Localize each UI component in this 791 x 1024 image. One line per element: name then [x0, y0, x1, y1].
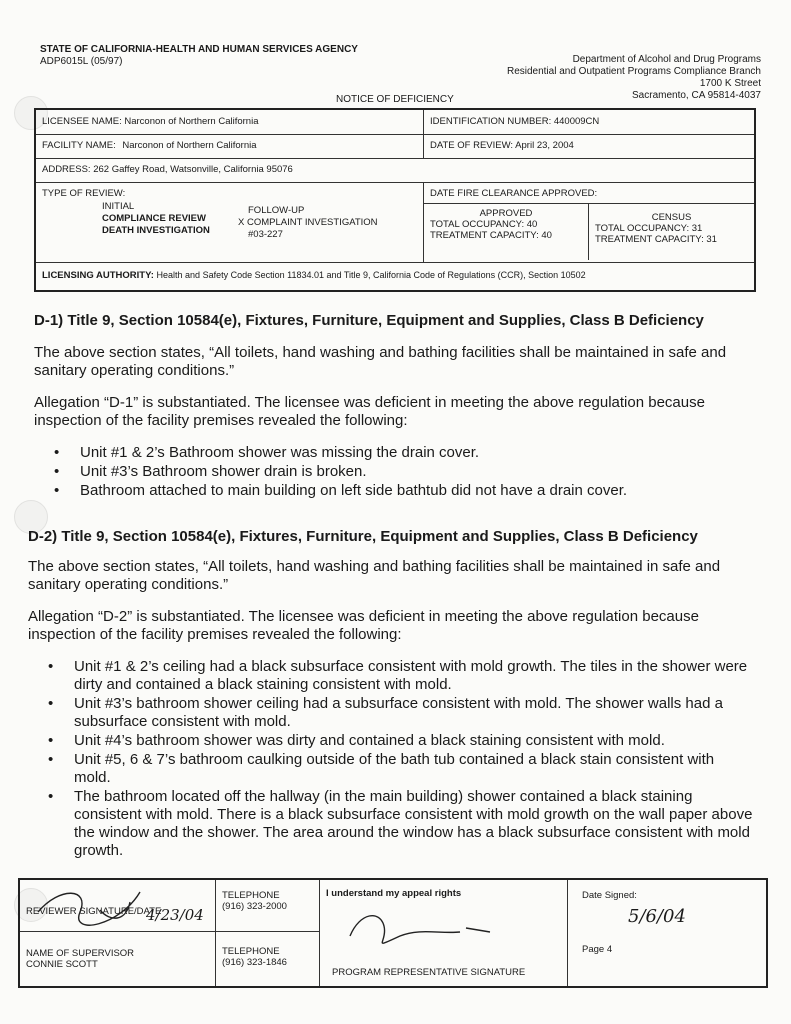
- form-row-licensee: [36, 110, 754, 135]
- d2-intro: The above section states, “All toilets, hand washing and bathing facilities shall be maintained in safe and sanitary operating conditions.”: [28, 558, 721, 593]
- review-type-followup: FOLLOW-UP: [248, 205, 305, 216]
- d2-bullet-list: [28, 658, 754, 860]
- reviewer-signature-label: REVIEWER SIGNATURE/DATE: [26, 906, 162, 917]
- form-row-authority: [36, 262, 754, 290]
- program-signature-scribble: [340, 906, 540, 956]
- d2-bullet-2: • Unit #3’s bathroom shower ceiling had a subsurface consistent with mold. The shower walls had a subsurface consistent with mold.: [74, 695, 754, 731]
- date-signed-value: 5/6/04: [628, 906, 686, 927]
- form-row-review-type: [36, 182, 754, 263]
- telephone-cell-2: [216, 932, 320, 986]
- authority-value: Health and Safety Code Section 11834.01 and Title 9, California Code of Regulations (CCR), Section 10502: [156, 270, 586, 280]
- dept-line-4: Sacramento, CA 95814-4037: [632, 90, 761, 101]
- notice-title: NOTICE OF DEFICIENCY: [336, 94, 454, 105]
- address-label: ADDRESS:: [42, 164, 91, 175]
- authority-cell: [36, 262, 754, 290]
- review-type-compliance: COMPLIANCE REVIEW: [102, 213, 206, 224]
- agency-name: STATE OF CALIFORNIA-HEALTH AND HUMAN SERVICES AGENCY: [40, 44, 358, 55]
- d2-allegation: Allegation “D-2” is substantiated. The licensee was deficient in meeting the above regulation because inspection of the facility premises revealed the following:: [28, 608, 699, 643]
- deficiency-d2: [28, 528, 754, 861]
- telephone-label-1: TELEPHONE: [222, 890, 280, 901]
- reviewer-signature-cell: [20, 880, 216, 932]
- review-type-death: DEATH INVESTIGATION: [102, 225, 210, 236]
- review-date-cell: [424, 134, 754, 158]
- d1-bullet-1: • Unit #1 & 2’s Bathroom shower was missing the drain cover.: [80, 444, 754, 462]
- telephone-value-2: (916) 323-1846: [222, 957, 287, 968]
- d2-heading: D-2) Title 9, Section 10584(e), Fixtures, Furniture, Equipment and Supplies, Class B Deficiency: [28, 528, 698, 545]
- form-id: ADP6015L (05/97): [40, 56, 123, 67]
- telephone-value-1: (916) 323-2000: [222, 901, 287, 912]
- facility-info-form: [34, 108, 756, 292]
- census-occupancy: TOTAL OCCUPANCY: 31: [595, 223, 703, 234]
- d2-bullet-3: • Unit #4’s bathroom shower was dirty and contained a black staining consistent with mold.: [74, 732, 754, 750]
- d2-bullet-4: • Unit #5, 6 & 7’s bathroom caulking outside of the bath tub contained a black stain consistent with mold.: [74, 751, 754, 787]
- date-signed-label: Date Signed:: [582, 890, 637, 901]
- reviewer-signature-date: 4/23/04: [146, 906, 204, 924]
- id-value: 440009CN: [553, 116, 600, 127]
- d1-heading: D-1) Title 9, Section 10584(e), Fixtures, Furniture, Equipment and Supplies, Class B Deficiency: [34, 312, 704, 329]
- supervisor-label: NAME OF SUPERVISOR: [26, 948, 135, 959]
- facility-value: Narconon of Northern California: [122, 140, 257, 151]
- approved-block: [424, 204, 589, 260]
- form-row-address: [36, 158, 754, 183]
- date-signed-cell: [568, 880, 766, 986]
- d1-bullet-list: [34, 444, 754, 500]
- facility-label: FACILITY NAME:: [42, 140, 116, 151]
- dept-line-1: Department of Alcohol and Drug Programs: [572, 54, 761, 65]
- approved-capacity: TREATMENT CAPACITY: 40: [430, 230, 552, 241]
- licensee-label: LICENSEE NAME:: [42, 116, 122, 127]
- d1-intro: The above section states, “All toilets, hand washing and bathing facilities shall be maintained in safe and sanitary operating conditions.”: [34, 344, 727, 379]
- address-value: 262 Gaffey Road, Watsonville, California 95076: [93, 164, 293, 175]
- supervisor-cell: [20, 932, 216, 986]
- supervisor-value: CONNIE SCOTT: [26, 959, 98, 970]
- d1-bullet-3: • Bathroom attached to main building on left side bathtub did not have a drain cover.: [80, 482, 754, 500]
- fire-clearance-label: DATE FIRE CLEARANCE APPROVED:: [424, 182, 754, 204]
- program-signature-cell: [320, 880, 568, 986]
- d1-allegation: Allegation “D-1” is substantiated. The licensee was deficient in meeting the above regulation because inspection of the facility premises revealed the following:: [34, 394, 705, 429]
- dept-line-3: 1700 K Street: [699, 78, 761, 89]
- review-type-cell: [36, 182, 424, 262]
- review-type-initial: INITIAL: [102, 201, 135, 212]
- telephone-cell-1: [216, 880, 320, 932]
- licensee-value: Narconon of Northern California: [124, 116, 259, 127]
- id-cell: [424, 110, 754, 134]
- deficiency-d1: [34, 312, 754, 501]
- approved-occupancy: TOTAL OCCUPANCY: 40: [430, 219, 538, 230]
- d1-bullet-2: • Unit #3’s Bathroom shower drain is broken.: [80, 463, 754, 481]
- signature-box: [18, 878, 768, 988]
- licensee-cell: [36, 110, 424, 134]
- page-number: Page 4: [582, 944, 613, 955]
- header-left: [40, 44, 358, 68]
- header-right: [507, 54, 761, 102]
- appeal-rights-text: I understand my appeal rights: [326, 888, 462, 899]
- d2-bullet-5: • The bathroom located off the hallway (in the main building) shower contained a black staining consistent with mold. There is a black subsurface consistent with mold growth on the wall paper above the window and the shower. The area around the window has a black subsurface consistent with mold growth.: [74, 788, 754, 860]
- census-block: [589, 204, 754, 260]
- id-label: IDENTIFICATION NUMBER:: [430, 116, 552, 127]
- census-capacity: TREATMENT CAPACITY: 31: [595, 234, 717, 245]
- review-type-options: [42, 199, 417, 249]
- authority-label: LICENSING AUTHORITY:: [42, 270, 154, 281]
- telephone-label-2: TELEPHONE: [222, 946, 280, 957]
- review-date-value: April 23, 2004: [515, 140, 574, 151]
- fire-clearance-cell: [424, 182, 754, 262]
- approved-label: APPROVED: [479, 208, 533, 219]
- review-type-complaint: X COMPLAINT INVESTIGATION: [238, 217, 378, 228]
- d2-bullet-1: • Unit #1 & 2’s ceiling had a black subsurface consistent with mold growth. The tiles in the shower were dirty and contained a black staining consistent with mold.: [74, 658, 754, 694]
- address-cell: [36, 158, 754, 182]
- dept-line-2: Residential and Outpatient Programs Compliance Branch: [506, 66, 761, 77]
- review-date-label: DATE OF REVIEW:: [430, 140, 514, 151]
- program-signature-label: PROGRAM REPRESENTATIVE SIGNATURE: [332, 967, 526, 978]
- form-row-facility: [36, 134, 754, 159]
- facility-cell: [36, 134, 424, 158]
- review-type-label: TYPE OF REVIEW:: [42, 188, 126, 199]
- review-type-complaint-number: #03-227: [248, 229, 283, 240]
- census-label: CENSUS: [651, 212, 692, 223]
